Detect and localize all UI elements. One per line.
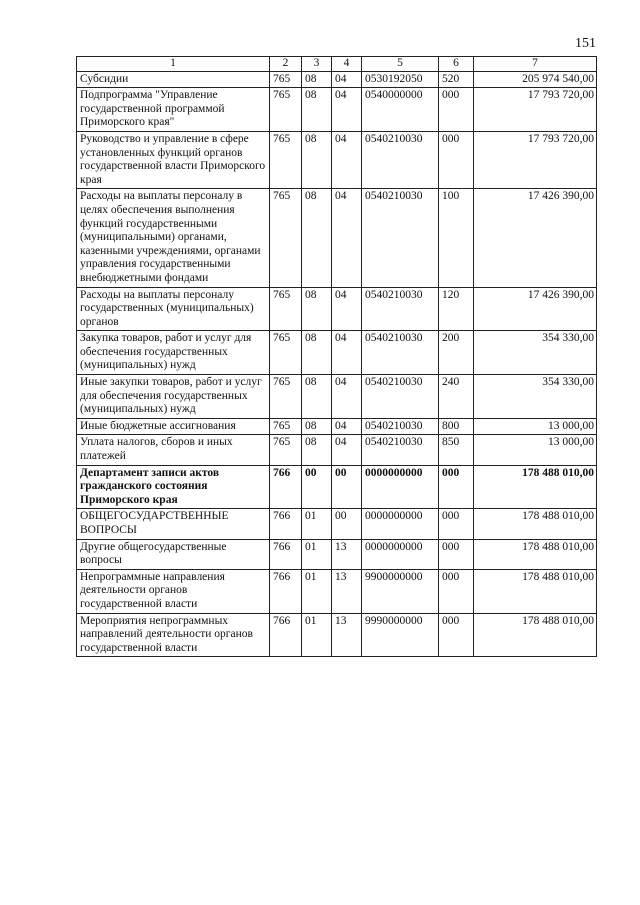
row-target-cell: 0540210030: [362, 375, 439, 419]
row-target-cell: 0000000000: [362, 509, 439, 539]
row-name-cell: Другие общегосударственные вопросы: [77, 539, 270, 569]
row-code-cell: 766: [270, 465, 302, 509]
row-section-cell: 01: [302, 539, 332, 569]
row-subsection-cell: 04: [332, 131, 362, 188]
row-code-cell: 765: [270, 131, 302, 188]
row-subsection-cell: 04: [332, 418, 362, 435]
row-code-cell: 765: [270, 435, 302, 465]
row-section-cell: 00: [302, 465, 332, 509]
row-subsection-cell: 04: [332, 88, 362, 132]
row-name-cell: Закупка товаров, работ и услуг для обеспечения государственных (муниципальных) нужд: [77, 331, 270, 375]
row-section-cell: 08: [302, 287, 332, 331]
table-row: [77, 509, 597, 539]
row-section-cell: 08: [302, 88, 332, 132]
row-type-cell: 120: [439, 287, 474, 331]
row-type-cell: 000: [439, 613, 474, 657]
row-subsection-cell: 13: [332, 569, 362, 613]
header-cell-1: 1: [77, 57, 270, 72]
row-amount-cell: 205 974 540,00: [474, 71, 597, 88]
row-name-cell: Субсидии: [77, 71, 270, 88]
row-amount-cell: 17 793 720,00: [474, 88, 597, 132]
row-name-cell: Мероприятия непрограммных направлений деятельности органов государственной власти: [77, 613, 270, 657]
header-cell-7: 7: [474, 57, 597, 72]
row-amount-cell: 178 488 010,00: [474, 569, 597, 613]
table-row: [77, 435, 597, 465]
row-subsection-cell: 00: [332, 465, 362, 509]
row-subsection-cell: 04: [332, 189, 362, 287]
row-amount-cell: 17 426 390,00: [474, 287, 597, 331]
row-target-cell: 0540210030: [362, 435, 439, 465]
table-row: [77, 331, 597, 375]
table-row: [77, 71, 597, 88]
row-code-cell: 765: [270, 418, 302, 435]
budget-table: [76, 56, 597, 657]
table-row: [77, 189, 597, 287]
row-section-cell: 08: [302, 375, 332, 419]
row-target-cell: 0530192050: [362, 71, 439, 88]
header-row: [77, 57, 597, 72]
header-cell-5: 5: [362, 57, 439, 72]
row-target-cell: 0540210030: [362, 418, 439, 435]
row-target-cell: 9900000000: [362, 569, 439, 613]
row-type-cell: 000: [439, 131, 474, 188]
row-amount-cell: 17 793 720,00: [474, 131, 597, 188]
row-type-cell: 800: [439, 418, 474, 435]
row-amount-cell: 354 330,00: [474, 375, 597, 419]
table-row: [77, 418, 597, 435]
table-row: [77, 569, 597, 613]
header-cell-6: 6: [439, 57, 474, 72]
row-subsection-cell: 04: [332, 331, 362, 375]
row-subsection-cell: 13: [332, 613, 362, 657]
table-row: [77, 613, 597, 657]
row-code-cell: 765: [270, 287, 302, 331]
row-target-cell: 0540210030: [362, 331, 439, 375]
row-name-cell: Иные закупки товаров, работ и услуг для обеспечения государственных (муниципальных) нужд: [77, 375, 270, 419]
row-subsection-cell: 00: [332, 509, 362, 539]
row-type-cell: 000: [439, 539, 474, 569]
row-type-cell: 000: [439, 509, 474, 539]
row-section-cell: 01: [302, 509, 332, 539]
row-code-cell: 765: [270, 375, 302, 419]
row-code-cell: 766: [270, 613, 302, 657]
row-name-cell: Руководство и управление в сфере установленных функций органов государственной власти Приморского края: [77, 131, 270, 188]
row-amount-cell: 178 488 010,00: [474, 539, 597, 569]
page-number: 151: [575, 36, 596, 51]
row-section-cell: 08: [302, 71, 332, 88]
row-code-cell: 766: [270, 539, 302, 569]
row-amount-cell: 13 000,00: [474, 435, 597, 465]
row-amount-cell: 354 330,00: [474, 331, 597, 375]
row-section-cell: 01: [302, 569, 332, 613]
row-name-cell: Подпрограмма "Управление государственной программой Приморского края": [77, 88, 270, 132]
row-code-cell: 765: [270, 331, 302, 375]
row-name-cell: Уплата налогов, сборов и иных платежей: [77, 435, 270, 465]
table-row: [77, 88, 597, 132]
row-target-cell: 0540210030: [362, 131, 439, 188]
row-target-cell: 0000000000: [362, 539, 439, 569]
row-code-cell: 766: [270, 569, 302, 613]
row-type-cell: 520: [439, 71, 474, 88]
row-subsection-cell: 04: [332, 435, 362, 465]
row-name-cell: Расходы на выплаты персоналу государственных (муниципальных) органов: [77, 287, 270, 331]
row-name-cell: Расходы на выплаты персоналу в целях обеспечения выполнения функций государственными (муниципальными) органами, казенными учреждениями, органами управления государственными внебюджетными фондами: [77, 189, 270, 287]
row-amount-cell: 13 000,00: [474, 418, 597, 435]
row-section-cell: 08: [302, 189, 332, 287]
row-type-cell: 200: [439, 331, 474, 375]
row-code-cell: 766: [270, 509, 302, 539]
row-subsection-cell: 13: [332, 539, 362, 569]
row-section-cell: 01: [302, 613, 332, 657]
row-amount-cell: 17 426 390,00: [474, 189, 597, 287]
row-name-cell: Непрограммные направления деятельности органов государственной власти: [77, 569, 270, 613]
table-row: [77, 539, 597, 569]
row-target-cell: 0540210030: [362, 287, 439, 331]
row-type-cell: 000: [439, 465, 474, 509]
row-type-cell: 100: [439, 189, 474, 287]
header-cell-2: 2: [270, 57, 302, 72]
row-code-cell: 765: [270, 189, 302, 287]
table-row: [77, 287, 597, 331]
row-type-cell: 850: [439, 435, 474, 465]
row-name-cell: Иные бюджетные ассигнования: [77, 418, 270, 435]
table-row: [77, 131, 597, 188]
row-subsection-cell: 04: [332, 71, 362, 88]
row-section-cell: 08: [302, 131, 332, 188]
row-target-cell: 0540210030: [362, 189, 439, 287]
row-name-cell: Департамент записи актов гражданского состояния Приморского края: [77, 465, 270, 509]
row-amount-cell: 178 488 010,00: [474, 465, 597, 509]
row-section-cell: 08: [302, 435, 332, 465]
table-row: [77, 375, 597, 419]
row-target-cell: 0540000000: [362, 88, 439, 132]
row-subsection-cell: 04: [332, 287, 362, 331]
row-amount-cell: 178 488 010,00: [474, 613, 597, 657]
header-cell-3: 3: [302, 57, 332, 72]
row-amount-cell: 178 488 010,00: [474, 509, 597, 539]
row-type-cell: 240: [439, 375, 474, 419]
row-code-cell: 765: [270, 88, 302, 132]
row-code-cell: 765: [270, 71, 302, 88]
row-name-cell: ОБЩЕГОСУДАРСТВЕННЫЕ ВОПРОСЫ: [77, 509, 270, 539]
row-target-cell: 0000000000: [362, 465, 439, 509]
row-section-cell: 08: [302, 418, 332, 435]
table-body: [77, 71, 597, 657]
header-cell-4: 4: [332, 57, 362, 72]
row-type-cell: 000: [439, 569, 474, 613]
row-type-cell: 000: [439, 88, 474, 132]
table-row: [77, 465, 597, 509]
row-target-cell: 9990000000: [362, 613, 439, 657]
row-subsection-cell: 04: [332, 375, 362, 419]
row-section-cell: 08: [302, 331, 332, 375]
